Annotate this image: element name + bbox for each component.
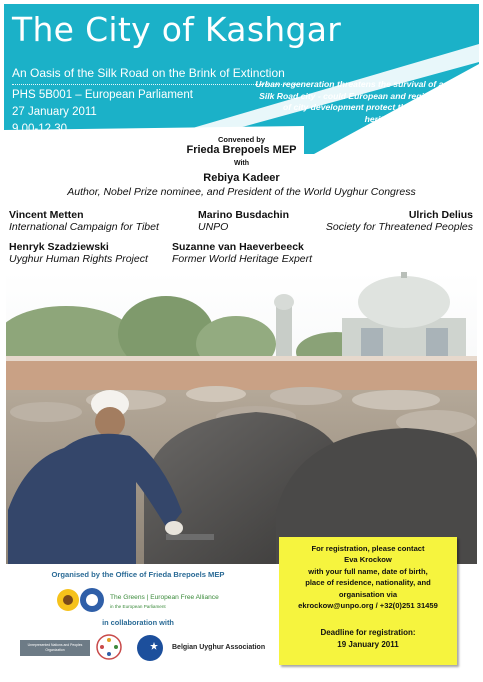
speaker-card [9, 209, 159, 233]
speaker-affiliation: Former World Heritage Expert [172, 253, 313, 265]
event-time: 9.00-12.30 [12, 123, 67, 135]
speaker-name: Suzanne van Haeverbeeck [172, 241, 304, 253]
speaker-affiliation: Society for Threatened Peoples [325, 221, 473, 233]
kashgar-photo [6, 272, 477, 564]
registration-deadline [283, 627, 453, 651]
speaker-affiliation: International Campaign for Tibet [9, 221, 159, 233]
intro-question: Urban regeneration threatens the survival of a unique Silk Road city - could European and regional models of city development protect this site of cultural heritage from destruction? [255, 79, 474, 124]
speaker-affiliation: UNPO [198, 221, 229, 233]
with-label: With [233, 160, 250, 167]
speaker-card [198, 209, 289, 233]
deadline-date: 19 January 2011 [337, 640, 399, 649]
registration-email-phone[interactable]: ekrockow@unpo.org / +32(0)251 31459 [298, 601, 438, 611]
speaker-card [310, 209, 473, 233]
registration-details [283, 543, 453, 611]
kashgar-photo-illustration [6, 272, 477, 564]
registration-line: with your full name, date of birth, [308, 566, 428, 576]
event-date: 27 January 2011 [12, 106, 97, 118]
registration-contact-name: Eva Krockow [344, 555, 392, 565]
belgian-uyghur-association-text: Belgian Uyghur Association [172, 644, 266, 651]
convened-by-label: Convened by [217, 135, 266, 144]
belgian-uyghur-association-logo [136, 634, 164, 662]
unpo-logo: Unrepresented Nations and Peoples Organization [20, 640, 90, 656]
convener-name: Frieda Brepoels MEP [186, 144, 297, 156]
registration-line: place of residence, nationality, and [305, 578, 431, 588]
collaboration-label: in collaboration with [102, 618, 174, 627]
speaker-name: Marino Busdachin [198, 209, 290, 221]
registration-line: For registration, please contact [311, 544, 425, 553]
registration-line: organisation via [338, 589, 398, 599]
world-uyghur-congress-logo [96, 634, 122, 660]
organised-by: Organised by the Office of Frieda Brepoels MEP [51, 570, 225, 579]
speaker-card [9, 241, 148, 265]
deadline-label: Deadline for registration: [320, 628, 416, 637]
keynote-speaker-name: Rebiya Kadeer [203, 172, 280, 184]
speaker-card [172, 241, 312, 265]
greens-efa-logo [56, 586, 108, 614]
speaker-name: Henryk Szadziewski [9, 241, 109, 253]
speaker-affiliation: Uyghur Human Rights Project [9, 253, 148, 265]
registration-box [279, 537, 457, 665]
poster-title: The City of Kashgar [12, 10, 342, 49]
greens-logo-subtext: in the European Parliament [110, 604, 166, 609]
event-room: PHS 5B001 – European Parliament [12, 89, 193, 101]
greens-logo-text: The Greens | European Free Alliance [110, 594, 219, 601]
speaker-name: Ulrich Delius [408, 209, 473, 221]
poster-subtitle: An Oasis of the Silk Road on the Brink of Extinction [12, 66, 285, 80]
speaker-name: Vincent Metten [9, 209, 84, 221]
keynote-speaker-description: Author, Nobel Prize nominee, and President of the World Uyghur Congress [67, 186, 416, 198]
